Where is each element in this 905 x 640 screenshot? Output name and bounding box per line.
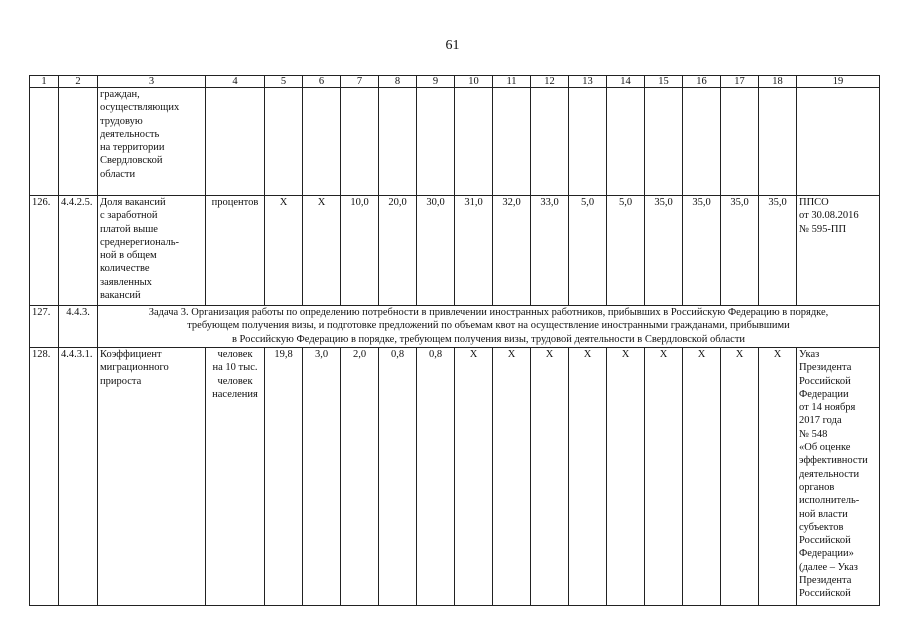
text-line: эффективности [799, 455, 868, 467]
text-line: миграционного [100, 362, 169, 374]
text-line: Российской [799, 535, 851, 547]
column-header: 3 [98, 76, 206, 88]
text-line: осуществляющих [100, 102, 180, 114]
value-cell: Х [759, 348, 797, 606]
table-row-127 [30, 306, 880, 348]
value-cell: 35,0 [645, 196, 683, 306]
value-cell: Х [493, 348, 531, 606]
column-header: 15 [645, 76, 683, 88]
column-header: 12 [531, 76, 569, 88]
cell-empty [341, 88, 379, 196]
cell-code [59, 88, 98, 196]
cell-empty [645, 88, 683, 196]
text-line: на 10 тыс. [212, 362, 258, 374]
value-cell: Х [531, 348, 569, 606]
text-line: исполнитель- [799, 495, 860, 507]
column-header: 2 [59, 76, 98, 88]
value-cell: 19,8 [265, 348, 303, 606]
text-line: требующем получения визы, и подготовке предложений по объемам квот на осуществление иностранными гражданами, прибывшими [187, 320, 790, 332]
value-cell: Х [303, 196, 341, 306]
value-cell: Х [683, 348, 721, 606]
header-row [30, 76, 880, 88]
text-line: прироста [100, 375, 142, 387]
column-header: 10 [455, 76, 493, 88]
cell-num [30, 88, 59, 196]
cell-empty [265, 88, 303, 196]
text-line: от 14 ноября [799, 402, 856, 414]
cell-empty [721, 88, 759, 196]
value-cell: Х [607, 348, 645, 606]
cell-empty [455, 88, 493, 196]
text-line: Коэффициент [100, 349, 162, 360]
cell-empty [531, 88, 569, 196]
column-header: 5 [265, 76, 303, 88]
value-cell: 35,0 [721, 196, 759, 306]
text-line: (далее – Указ [799, 561, 858, 573]
text-line: Доля вакансий [100, 197, 166, 208]
column-header: 19 [797, 76, 880, 88]
text-line: среднерегиональ- [100, 236, 180, 248]
text-line: Президента [799, 575, 852, 587]
text-line: органов [799, 481, 835, 493]
value-cell: Х [455, 348, 493, 606]
text-line: от 30.08.2016 [799, 210, 859, 222]
cell-name [98, 88, 206, 196]
column-header: 9 [417, 76, 455, 88]
text-line: «Об оценке [799, 442, 851, 454]
text-line: граждан, [100, 89, 140, 100]
text-line: вакансий [100, 290, 141, 302]
indicator-table [29, 75, 880, 606]
value-cell: 35,0 [683, 196, 721, 306]
cell-empty [493, 88, 531, 196]
value-cell: 33,0 [531, 196, 569, 306]
table-row-126 [30, 196, 880, 306]
value-cell: 31,0 [455, 196, 493, 306]
cell-name [98, 196, 206, 306]
value-cell: 0,8 [417, 348, 455, 606]
table-row-128 [30, 348, 880, 606]
text-line: платой выше [100, 223, 158, 235]
text-line: человек [217, 349, 253, 360]
task-cell [98, 306, 880, 348]
column-header: 4 [206, 76, 265, 88]
table-row-continuation [30, 88, 880, 196]
cell-empty [417, 88, 455, 196]
value-cell: 30,0 [417, 196, 455, 306]
text-line: с заработной [100, 210, 158, 222]
text-line: области [100, 168, 136, 180]
cell-num: 128. [30, 348, 59, 606]
value-cell: Х [569, 348, 607, 606]
column-header: 13 [569, 76, 607, 88]
cell-empty [607, 88, 645, 196]
text-line: Задача 3. Организация работы по определению потребности в привлечении иностранных работников, прибывших в Российскую Федерацию в порядке, [148, 307, 829, 318]
value-cell: 32,0 [493, 196, 531, 306]
cell-empty [569, 88, 607, 196]
cell-empty [303, 88, 341, 196]
page-number: 61 [445, 38, 460, 53]
cell-unit: процентов [206, 196, 265, 306]
text-line: № 595-ПП [799, 223, 847, 235]
value-cell: Х [265, 196, 303, 306]
column-header: 16 [683, 76, 721, 88]
value-cell: 3,0 [303, 348, 341, 606]
cell-name [98, 348, 206, 606]
column-header: 7 [341, 76, 379, 88]
value-cell: 10,0 [341, 196, 379, 306]
column-header: 18 [759, 76, 797, 88]
text-line: Российской [799, 375, 851, 387]
text-line: Федерации [799, 388, 849, 400]
text-line: на территории [100, 142, 165, 154]
cell-empty [759, 88, 797, 196]
source-cell [797, 196, 880, 306]
value-cell: 5,0 [569, 196, 607, 306]
text-line: 2017 года [799, 415, 842, 427]
cell-num: 126. [30, 196, 59, 306]
cell-code: 4.4.2.5. [59, 196, 98, 306]
text-line: в Российскую Федерацию в порядке, требующем получения визы, трудовой деятельности в Свердловской области [231, 333, 746, 345]
cell-num: 127. [30, 306, 59, 348]
text-line: ной в общем [100, 250, 157, 262]
value-cell: Х [721, 348, 759, 606]
text-line: Свердловской [100, 155, 163, 167]
text-line: деятельности [799, 468, 860, 480]
text-line: Указ [799, 349, 820, 360]
text-line: Президента [799, 362, 852, 374]
cell-empty [683, 88, 721, 196]
value-cell: 5,0 [607, 196, 645, 306]
column-header: 8 [379, 76, 417, 88]
text-line: деятельность [100, 128, 160, 140]
text-line: № 548 [799, 428, 828, 440]
value-cell: 35,0 [759, 196, 797, 306]
text-line: Федерации» [799, 548, 854, 560]
column-header: 17 [721, 76, 759, 88]
text-line: заявленных [100, 276, 152, 288]
column-header: 6 [303, 76, 341, 88]
cell-unit [206, 88, 265, 196]
text-line: количестве [100, 263, 150, 275]
column-header: 11 [493, 76, 531, 88]
cell-code: 4.4.3.1. [59, 348, 98, 606]
value-cell: Х [645, 348, 683, 606]
cell-empty [379, 88, 417, 196]
text-line: человек [217, 375, 253, 387]
value-cell: 0,8 [379, 348, 417, 606]
text-line: Российской [799, 588, 851, 600]
text-line: ППСО [799, 197, 829, 208]
cell-source [797, 88, 880, 196]
value-cell: 2,0 [341, 348, 379, 606]
text-line: трудовую [100, 115, 143, 127]
text-line: населения [212, 388, 258, 400]
source-cell [797, 348, 880, 606]
value-cell: 20,0 [379, 196, 417, 306]
cell-unit [206, 348, 265, 606]
cell-code: 4.4.3. [59, 306, 98, 348]
column-header: 1 [30, 76, 59, 88]
column-header: 14 [607, 76, 645, 88]
text-line: ной власти [799, 508, 848, 520]
text-line: субъектов [799, 521, 844, 533]
